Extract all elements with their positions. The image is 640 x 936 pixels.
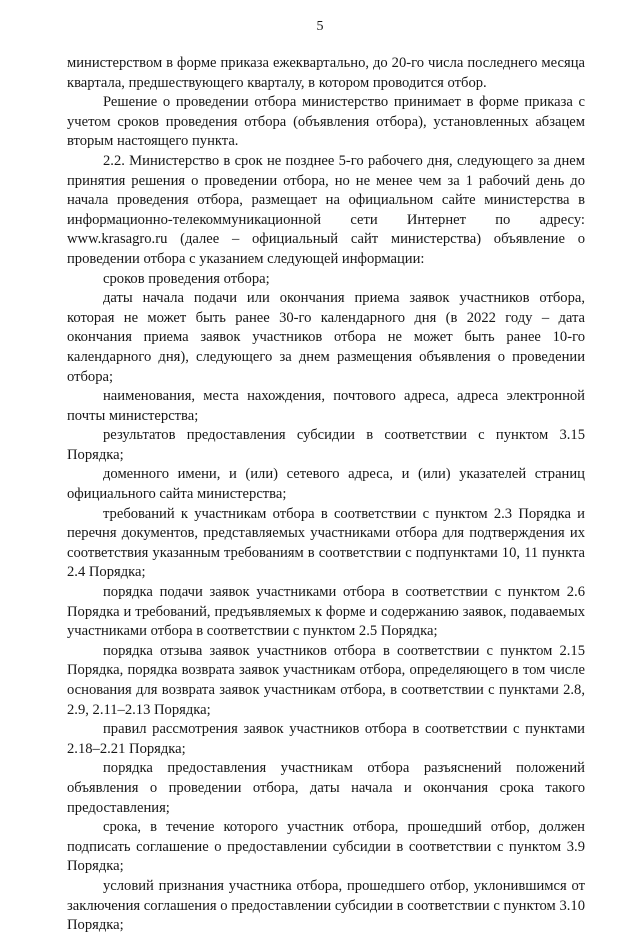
- list-item: срока, в течение которого участник отбора, прошедший отбор, должен подписать соглашение о предоставлении субсидии в соответствии с пунктом 3.9 Порядка;: [67, 819, 585, 875]
- list-item: результатов предоставления субсидии в соответствии с пунктом 3.15 Порядка;: [67, 427, 585, 463]
- page-number: 5: [316, 19, 324, 34]
- list-item: порядка отзыва заявок участников отбора в соответствии с пунктом 2.15 Порядка, порядка возврата заявок участникам отбора, определяющего в том числе основания для возврата заявок участникам отбора, в соответствии с пунктами 2.8, 2.9, 2.11–2.13 Порядка;: [67, 642, 585, 718]
- list-item: правил рассмотрения заявок участников отбора в соответствии с пунктами 2.18–2.21 Порядка;: [67, 721, 585, 757]
- list-item: доменного имени, и (или) сетевого адреса, и (или) указателей страниц официального сайта министерства;: [67, 466, 585, 503]
- paragraph: министерством в форме приказа ежеквартально, до 20-го числа последнего месяца квартала, предшествующего кварталу, в котором проводится отбор.: [67, 55, 585, 91]
- list-item: порядка предоставления участникам отбора разъяснений положений объявления о проведении отбора, даты начала и окончания срока такого предоставления;: [67, 760, 585, 816]
- list-item: требований к участникам отбора в соответствии с пунктом 2.3 Порядка и перечня документов, представляемых участниками отбора для подтверждения их соответствия указанным требованиям в соответствии с подпунктами 10, 11 пункта 2.4 Порядка;: [67, 505, 585, 581]
- list-item: порядка подачи заявок участниками отбора в соответствии с пунктом 2.6 Порядка и требований, предъявляемых к форме и содержанию заявок, подаваемых участниками отбора в соответствии с пунктом 2.5 Порядка;: [67, 584, 585, 640]
- document-body: [67, 54, 585, 936]
- list-item: даты начала подачи или окончания приема заявок участников отбора, которая не может быть ранее 30-го календарного дня (в 2022 году – дата окончания приема заявок участников отбора не может быть ранее 10-го календарного дня), следующего за днем размещения объявления о проведении отбора;: [67, 290, 585, 385]
- list-item: условий признания участника отбора, прошедшего отбор, уклонившимся от заключения соглашения о предоставлении субсидии в соответствии с пунктом 3.10 Порядка;: [67, 877, 585, 934]
- list-item: наименования, места нахождения, почтового адреса, адреса электронной почты министерства;: [67, 388, 585, 424]
- list-item: сроков проведения отбора;: [103, 270, 270, 287]
- paragraph: 2.2. Министерство в срок не позднее 5-го рабочего дня, следующего за днем принятия решения о проведении отбора, но не менее чем за 1 рабочий день до начала проведения отбора, размещает на официальном сайте министерства в информационно-телекоммуникационной сети Интернет по адресу: www.krasagro.ru (далее – официальный сайт министерства) объявление о проведении отбора с указанием следующей информации:: [67, 152, 585, 267]
- paragraph: Решение о проведении отбора министерство принимает в форме приказа с учетом сроков проведения отбора (объявления отбора), установленных абзацем вторым настоящего пункта.: [67, 94, 585, 150]
